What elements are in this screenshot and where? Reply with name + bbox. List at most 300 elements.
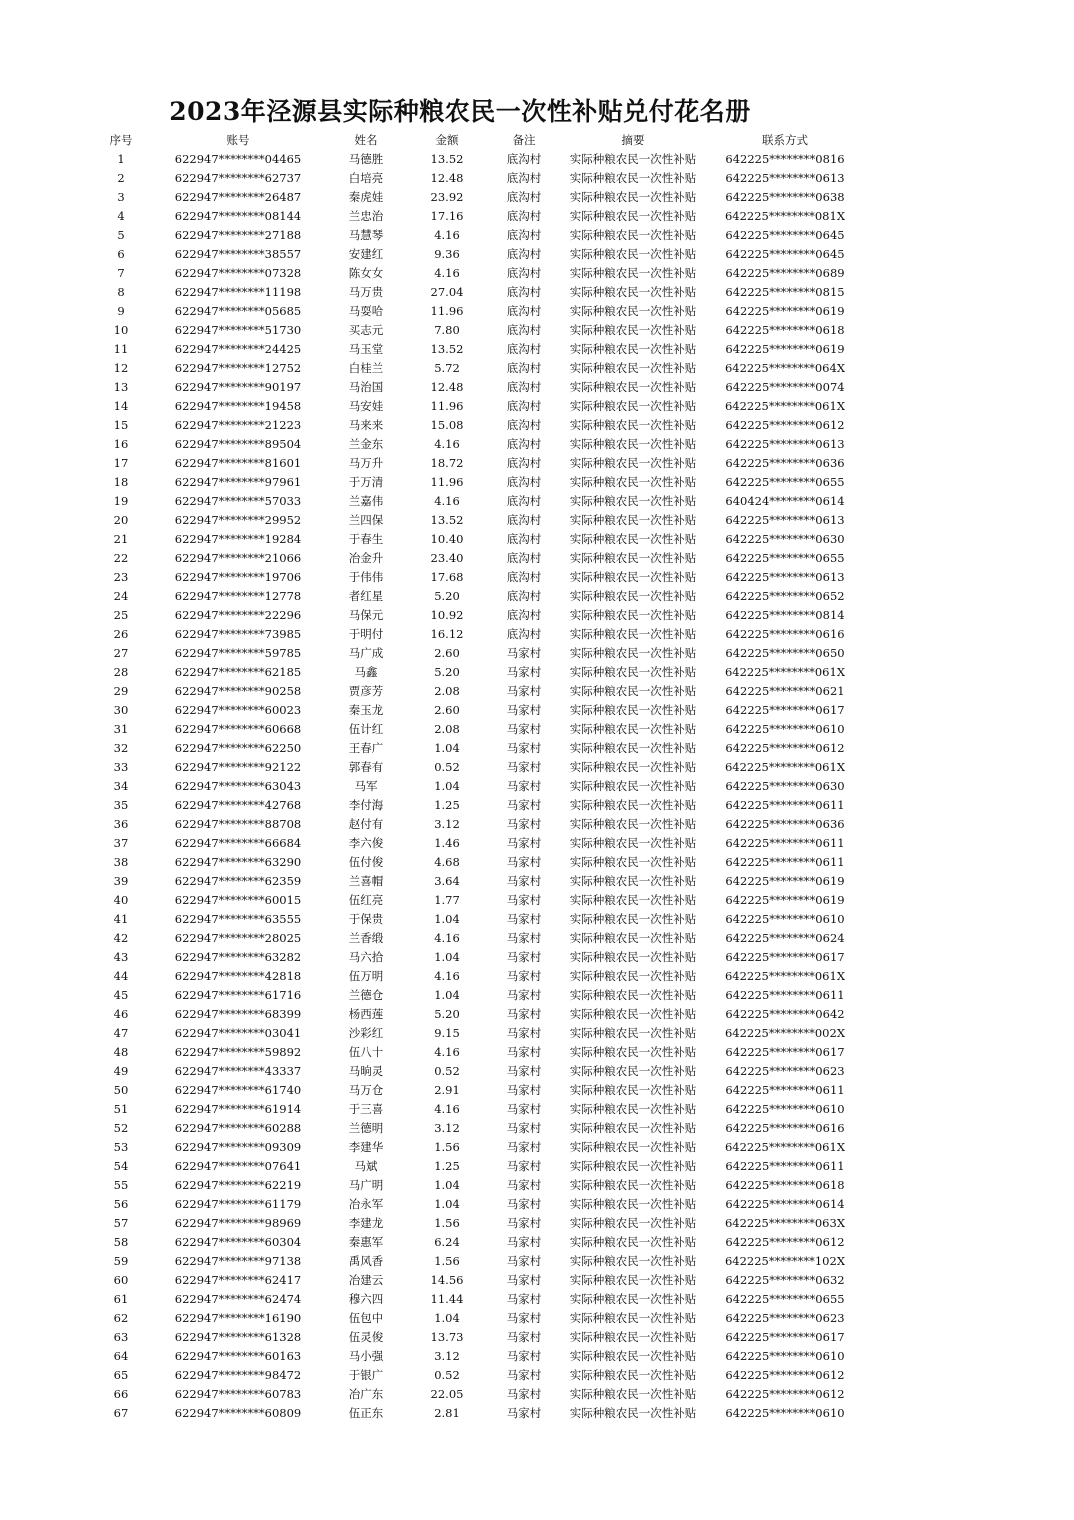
cell-account: 622947********03041: [174, 1026, 302, 1040]
cell-amount: 6.24: [434, 1235, 460, 1249]
cell-remark: 马家村: [506, 1406, 542, 1420]
cell-contact: 642225********0618: [725, 323, 845, 337]
cell-summary: 实际种粮农民一次性补贴: [569, 570, 697, 584]
cell-index: 3: [117, 190, 125, 204]
table-row: [92, 1233, 864, 1252]
cell-summary: 实际种粮农民一次性补贴: [569, 760, 697, 774]
cell-index: 64: [113, 1349, 129, 1363]
cell-amount: 15.08: [430, 418, 464, 432]
cell-contact: 642225********0619: [725, 893, 845, 907]
cell-summary: 实际种粮农民一次性补贴: [569, 1235, 697, 1249]
cell-remark: 底沟村: [506, 152, 542, 166]
cell-summary: 实际种粮农民一次性补贴: [569, 1311, 697, 1325]
cell-contact: 642225********0689: [725, 266, 845, 280]
cell-index: 17: [113, 456, 129, 470]
cell-amount: 9.36: [434, 247, 460, 261]
cell-remark: 马家村: [506, 779, 542, 793]
cell-contact: 642225********061X: [724, 760, 846, 774]
cell-remark: 马家村: [506, 1064, 542, 1078]
cell-contact: 642225********0611: [725, 1159, 845, 1173]
cell-remark: 底沟村: [506, 494, 542, 508]
cell-summary: 实际种粮农民一次性补贴: [569, 703, 697, 717]
cell-name: 秦虎娃: [348, 190, 384, 204]
cell-account: 622947********11198: [174, 285, 302, 299]
cell-name: 郭春有: [348, 760, 384, 774]
cell-index: 59: [113, 1254, 129, 1268]
cell-amount: 13.52: [430, 152, 464, 166]
cell-account: 622947********62737: [174, 171, 302, 185]
cell-account: 622947********61179: [174, 1197, 302, 1211]
cell-account: 622947********68399: [174, 1007, 302, 1021]
cell-summary: 实际种粮农民一次性补贴: [569, 1140, 697, 1154]
cell-remark: 马家村: [506, 1121, 542, 1135]
table-row: [92, 1347, 864, 1366]
table-row: [92, 891, 864, 910]
cell-index: 22: [113, 551, 129, 565]
cell-index: 23: [113, 570, 129, 584]
cell-amount: 13.52: [430, 342, 464, 356]
cell-index: 31: [113, 722, 129, 736]
cell-contact: 642225********061X: [724, 399, 846, 413]
cell-remark: 底沟村: [506, 627, 542, 641]
cell-account: 622947********38557: [174, 247, 302, 261]
cell-amount: 13.52: [430, 513, 464, 527]
cell-amount: 10.40: [430, 532, 464, 546]
cell-name: 于三喜: [348, 1102, 384, 1116]
table-row: [92, 568, 864, 587]
cell-remark: 底沟村: [506, 285, 542, 299]
page-title: 2023年泾源县实际种粮农民一次性补贴兑付花名册: [169, 97, 751, 126]
cell-amount: 4.16: [434, 1045, 460, 1059]
cell-amount: 1.56: [434, 1216, 460, 1230]
cell-account: 622947********60783: [174, 1387, 302, 1401]
cell-index: 46: [113, 1007, 129, 1021]
cell-name: 兰香缎: [348, 931, 384, 945]
cell-account: 622947********61716: [174, 988, 302, 1002]
cell-amount: 2.81: [434, 1406, 460, 1420]
cell-account: 622947********63555: [174, 912, 302, 926]
header-index: 序号: [109, 133, 133, 147]
cell-remark: 底沟村: [506, 247, 542, 261]
table-row: [92, 1271, 864, 1290]
table-row: [92, 359, 864, 378]
cell-index: 50: [113, 1083, 129, 1097]
cell-name: 于伟伟: [348, 570, 384, 584]
cell-remark: 底沟村: [506, 475, 542, 489]
cell-remark: 马家村: [506, 1007, 542, 1021]
cell-index: 2: [117, 171, 125, 185]
table-row: [92, 739, 864, 758]
cell-contact: 642225********0816: [725, 152, 845, 166]
cell-summary: 实际种粮农民一次性补贴: [569, 1102, 697, 1116]
cell-index: 14: [113, 399, 129, 413]
cell-index: 8: [117, 285, 125, 299]
cell-contact: 642225********0611: [725, 855, 845, 869]
cell-contact: 642225********0613: [725, 570, 845, 584]
cell-amount: 17.16: [430, 209, 464, 223]
cell-amount: 11.44: [430, 1292, 464, 1306]
cell-contact: 642225********0621: [725, 684, 845, 698]
cell-account: 622947********07641: [174, 1159, 302, 1173]
cell-remark: 马家村: [506, 1387, 542, 1401]
cell-amount: 2.60: [434, 703, 460, 717]
cell-account: 622947********97961: [174, 475, 302, 489]
table-row: [92, 986, 864, 1005]
cell-remark: 马家村: [506, 684, 542, 698]
cell-amount: 4.16: [434, 969, 460, 983]
cell-summary: 实际种粮农民一次性补贴: [569, 741, 697, 755]
cell-summary: 实际种粮农民一次性补贴: [569, 912, 697, 926]
table-row: [92, 492, 864, 511]
table-row: [92, 663, 864, 682]
cell-index: 1: [117, 152, 125, 166]
cell-name: 马安娃: [348, 399, 384, 413]
cell-contact: 642225********0613: [725, 171, 845, 185]
cell-index: 65: [113, 1368, 129, 1382]
cell-summary: 实际种粮农民一次性补贴: [569, 1349, 697, 1363]
cell-summary: 实际种粮农民一次性补贴: [569, 684, 697, 698]
cell-amount: 2.08: [434, 684, 460, 698]
cell-amount: 1.04: [434, 950, 460, 964]
table-row: [92, 549, 864, 568]
cell-account: 622947********12752: [174, 361, 302, 375]
cell-summary: 实际种粮农民一次性补贴: [569, 266, 697, 280]
cell-remark: 马家村: [506, 1083, 542, 1097]
cell-name: 秦玉龙: [348, 703, 384, 717]
cell-name: 李建龙: [348, 1216, 384, 1230]
table-row: [92, 226, 864, 245]
cell-summary: 实际种粮农民一次性补贴: [569, 551, 697, 565]
cell-amount: 10.92: [430, 608, 464, 622]
cell-remark: 马家村: [506, 1254, 542, 1268]
cell-remark: 马家村: [506, 1159, 542, 1173]
table-row: [92, 416, 864, 435]
cell-index: 67: [113, 1406, 129, 1420]
cell-name: 兰德仓: [348, 988, 384, 1002]
cell-account: 622947********43337: [174, 1064, 302, 1078]
cell-account: 622947********22296: [174, 608, 302, 622]
cell-contact: 642225********0611: [725, 988, 845, 1002]
cell-name: 于万清: [348, 475, 384, 489]
cell-amount: 7.80: [434, 323, 460, 337]
cell-amount: 13.73: [430, 1330, 464, 1344]
cell-amount: 1.04: [434, 1311, 460, 1325]
cell-index: 4: [117, 209, 125, 223]
table-row: [92, 948, 864, 967]
cell-remark: 底沟村: [506, 380, 542, 394]
cell-index: 19: [113, 494, 129, 508]
cell-summary: 实际种粮农民一次性补贴: [569, 855, 697, 869]
cell-summary: 实际种粮农民一次性补贴: [569, 1406, 697, 1420]
table-row: [92, 1195, 864, 1214]
cell-name: 者红星: [348, 589, 384, 603]
cell-contact: 642225********0814: [725, 608, 845, 622]
cell-contact: 642225********0642: [725, 1007, 845, 1021]
cell-remark: 底沟村: [506, 342, 542, 356]
cell-summary: 实际种粮农民一次性补贴: [569, 1007, 697, 1021]
cell-account: 622947********62250: [174, 741, 302, 755]
cell-name: 马耍哈: [348, 304, 384, 318]
cell-remark: 底沟村: [506, 171, 542, 185]
cell-contact: 642225********0655: [725, 1292, 845, 1306]
cell-remark: 底沟村: [506, 551, 542, 565]
cell-index: 5: [117, 228, 125, 242]
cell-name: 兰四保: [348, 513, 384, 527]
cell-account: 622947********60163: [174, 1349, 302, 1363]
cell-summary: 实际种粮农民一次性补贴: [569, 1064, 697, 1078]
cell-summary: 实际种粮农民一次性补贴: [569, 399, 697, 413]
cell-remark: 马家村: [506, 1235, 542, 1249]
cell-account: 622947********07328: [174, 266, 302, 280]
table-row: [92, 758, 864, 777]
cell-amount: 27.04: [430, 285, 464, 299]
cell-name: 兰忠治: [348, 209, 384, 223]
cell-account: 622947********24425: [174, 342, 302, 356]
cell-summary: 实际种粮农民一次性补贴: [569, 1254, 697, 1268]
cell-summary: 实际种粮农民一次性补贴: [569, 1216, 697, 1230]
cell-summary: 实际种粮农民一次性补贴: [569, 969, 697, 983]
cell-contact: 642225********0617: [725, 1045, 845, 1059]
cell-name: 李六俊: [348, 836, 384, 850]
cell-contact: 642225********0611: [725, 836, 845, 850]
cell-index: 25: [113, 608, 129, 622]
cell-account: 622947********19458: [174, 399, 302, 413]
cell-summary: 实际种粮农民一次性补贴: [569, 228, 697, 242]
cell-contact: 642225********0612: [725, 1387, 845, 1401]
cell-name: 于银广: [348, 1368, 384, 1382]
cell-name: 马晌灵: [348, 1064, 384, 1078]
cell-index: 27: [113, 646, 129, 660]
cell-summary: 实际种粮农民一次性补贴: [569, 779, 697, 793]
cell-contact: 642225********0652: [725, 589, 845, 603]
cell-remark: 马家村: [506, 646, 542, 660]
cell-index: 43: [113, 950, 129, 964]
cell-amount: 4.16: [434, 1102, 460, 1116]
cell-contact: 642225********0630: [725, 779, 845, 793]
cell-contact: 642225********064X: [724, 361, 846, 375]
cell-amount: 2.60: [434, 646, 460, 660]
cell-index: 62: [113, 1311, 129, 1325]
cell-remark: 底沟村: [506, 323, 542, 337]
cell-summary: 实际种粮农民一次性补贴: [569, 437, 697, 451]
cell-amount: 2.91: [434, 1083, 460, 1097]
cell-summary: 实际种粮农民一次性补贴: [569, 380, 697, 394]
cell-summary: 实际种粮农民一次性补贴: [569, 285, 697, 299]
cell-remark: 底沟村: [506, 190, 542, 204]
cell-contact: 642225********0612: [725, 741, 845, 755]
cell-summary: 实际种粮农民一次性补贴: [569, 1273, 697, 1287]
cell-amount: 1.04: [434, 741, 460, 755]
cell-name: 马治国: [348, 380, 384, 394]
cell-account: 622947********60015: [174, 893, 302, 907]
cell-summary: 实际种粮农民一次性补贴: [569, 513, 697, 527]
cell-account: 622947********12778: [174, 589, 302, 603]
cell-account: 622947********59892: [174, 1045, 302, 1059]
cell-index: 37: [113, 836, 129, 850]
cell-remark: 马家村: [506, 1349, 542, 1363]
cell-amount: 4.16: [434, 266, 460, 280]
cell-summary: 实际种粮农民一次性补贴: [569, 494, 697, 508]
cell-name: 马军: [354, 779, 378, 793]
cell-remark: 马家村: [506, 969, 542, 983]
cell-remark: 马家村: [506, 1026, 542, 1040]
cell-name: 马万仓: [348, 1083, 384, 1097]
cell-account: 622947********60668: [174, 722, 302, 736]
cell-remark: 底沟村: [506, 532, 542, 546]
cell-summary: 实际种粮农民一次性补贴: [569, 1368, 697, 1382]
cell-name: 伍付俊: [348, 855, 384, 869]
table-row: [92, 682, 864, 701]
cell-name: 兰金东: [348, 437, 384, 451]
cell-summary: 实际种粮农民一次性补贴: [569, 532, 697, 546]
cell-name: 马鑫: [354, 665, 378, 679]
cell-amount: 16.12: [430, 627, 464, 641]
header-name: 姓名: [354, 133, 378, 147]
cell-account: 622947********08144: [174, 209, 302, 223]
cell-amount: 0.52: [434, 760, 460, 774]
cell-contact: 642225********0613: [725, 513, 845, 527]
table-row: [92, 587, 864, 606]
cell-name: 于保贵: [348, 912, 384, 926]
cell-account: 622947********60288: [174, 1121, 302, 1135]
cell-contact: 642225********0074: [725, 380, 845, 394]
cell-name: 冶广东: [348, 1387, 384, 1401]
cell-remark: 底沟村: [506, 304, 542, 318]
cell-contact: 642225********061X: [724, 665, 846, 679]
cell-summary: 实际种粮农民一次性补贴: [569, 931, 697, 945]
cell-index: 48: [113, 1045, 129, 1059]
cell-name: 于春生: [348, 532, 384, 546]
cell-summary: 实际种粮农民一次性补贴: [569, 646, 697, 660]
cell-index: 13: [113, 380, 129, 394]
header-summary: 摘要: [621, 133, 645, 147]
cell-summary: 实际种粮农民一次性补贴: [569, 247, 697, 261]
cell-amount: 5.72: [434, 361, 460, 375]
cell-remark: 马家村: [506, 1292, 542, 1306]
cell-amount: 1.25: [434, 798, 460, 812]
cell-remark: 马家村: [506, 988, 542, 1002]
cell-remark: 底沟村: [506, 513, 542, 527]
cell-amount: 12.48: [430, 380, 464, 394]
cell-account: 622947********62219: [174, 1178, 302, 1192]
cell-remark: 马家村: [506, 1216, 542, 1230]
cell-index: 12: [113, 361, 129, 375]
cell-account: 622947********42768: [174, 798, 302, 812]
cell-contact: 642225********0815: [725, 285, 845, 299]
cell-account: 622947********81601: [174, 456, 302, 470]
cell-remark: 马家村: [506, 1273, 542, 1287]
cell-amount: 4.68: [434, 855, 460, 869]
cell-account: 622947********59785: [174, 646, 302, 660]
cell-amount: 1.04: [434, 1178, 460, 1192]
cell-contact: 642225********002X: [724, 1026, 846, 1040]
cell-index: 47: [113, 1026, 129, 1040]
cell-remark: 马家村: [506, 836, 542, 850]
cell-index: 26: [113, 627, 129, 641]
table-row: [92, 1252, 864, 1271]
cell-amount: 11.96: [430, 399, 464, 413]
cell-contact: 642225********0612: [725, 418, 845, 432]
table-row: [92, 340, 864, 359]
cell-account: 622947********88708: [174, 817, 302, 831]
cell-account: 622947********60809: [174, 1406, 302, 1420]
cell-index: 51: [113, 1102, 129, 1116]
cell-index: 56: [113, 1197, 129, 1211]
cell-remark: 马家村: [506, 1140, 542, 1154]
cell-summary: 实际种粮农民一次性补贴: [569, 1387, 697, 1401]
cell-contact: 642225********0619: [725, 304, 845, 318]
cell-name: 陈女女: [348, 266, 384, 280]
cell-remark: 马家村: [506, 722, 542, 736]
cell-amount: 3.64: [434, 874, 460, 888]
cell-account: 622947********04465: [174, 152, 302, 166]
cell-account: 622947********05685: [174, 304, 302, 318]
cell-remark: 马家村: [506, 931, 542, 945]
cell-name: 白培亮: [348, 171, 384, 185]
cell-index: 24: [113, 589, 129, 603]
cell-account: 622947********61914: [174, 1102, 302, 1116]
cell-contact: 642225********0614: [725, 1197, 845, 1211]
cell-name: 贾彦芳: [348, 684, 384, 698]
cell-name: 沙彩红: [348, 1026, 384, 1040]
cell-name: 冶建云: [348, 1273, 384, 1287]
cell-amount: 23.92: [430, 190, 464, 204]
cell-index: 20: [113, 513, 129, 527]
table-row: [92, 473, 864, 492]
cell-contact: 642225********0612: [725, 1235, 845, 1249]
cell-summary: 实际种粮农民一次性补贴: [569, 798, 697, 812]
table-row: [92, 910, 864, 929]
cell-account: 622947********63290: [174, 855, 302, 869]
cell-account: 622947********28025: [174, 931, 302, 945]
table-row: [92, 720, 864, 739]
cell-name: 兰嘉伟: [348, 494, 384, 508]
cell-account: 622947********63282: [174, 950, 302, 964]
cell-amount: 23.40: [430, 551, 464, 565]
cell-contact: 642225********0617: [725, 1330, 845, 1344]
cell-contact: 642225********0613: [725, 437, 845, 451]
cell-amount: 1.04: [434, 912, 460, 926]
cell-name: 买志元: [348, 323, 384, 337]
cell-index: 16: [113, 437, 129, 451]
cell-index: 49: [113, 1064, 129, 1078]
cell-summary: 实际种粮农民一次性补贴: [569, 418, 697, 432]
cell-remark: 马家村: [506, 798, 542, 812]
cell-account: 622947********98969: [174, 1216, 302, 1230]
cell-amount: 11.96: [430, 304, 464, 318]
cell-remark: 马家村: [506, 665, 542, 679]
cell-amount: 12.48: [430, 171, 464, 185]
cell-amount: 1.04: [434, 988, 460, 1002]
cell-name: 兰喜帽: [348, 874, 384, 888]
cell-contact: 642225********0632: [725, 1273, 845, 1287]
cell-account: 622947********51730: [174, 323, 302, 337]
cell-amount: 3.12: [434, 1349, 460, 1363]
cell-amount: 11.96: [430, 475, 464, 489]
table-row: [92, 1157, 864, 1176]
cell-index: 36: [113, 817, 129, 831]
cell-name: 马慧琴: [348, 228, 384, 242]
cell-amount: 14.56: [430, 1273, 464, 1287]
cell-account: 622947********89504: [174, 437, 302, 451]
cell-contact: 642225********0624: [725, 931, 845, 945]
cell-name: 马斌: [354, 1159, 378, 1173]
cell-contact: 642225********0616: [725, 627, 845, 641]
cell-summary: 实际种粮农民一次性补贴: [569, 950, 697, 964]
cell-account: 622947********62417: [174, 1273, 302, 1287]
table-row: [92, 606, 864, 625]
cell-summary: 实际种粮农民一次性补贴: [569, 817, 697, 831]
